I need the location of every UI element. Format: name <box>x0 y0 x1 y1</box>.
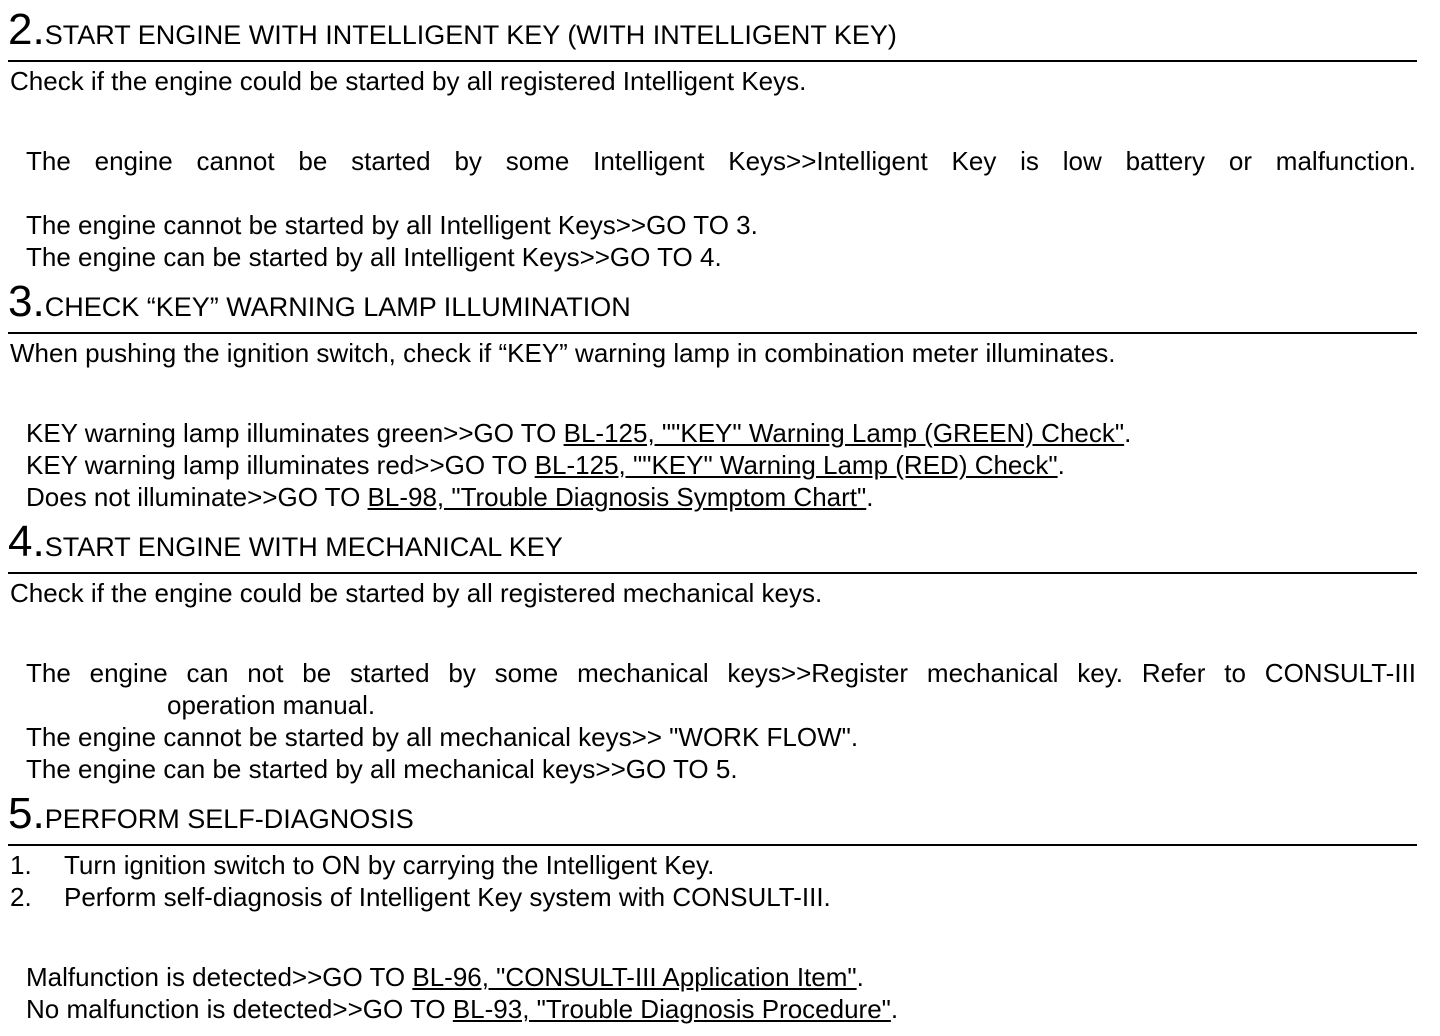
step-5-title: PERFORM SELF-DIAGNOSIS <box>44 804 414 834</box>
result-suffix: . <box>890 994 899 1024</box>
step-3-result-none <box>26 484 873 510</box>
step-2-result-1: The engine cannot be started by some Intelligent Keys>>Intelligent Key is low battery or malfunction. <box>26 146 1416 176</box>
step-4-heading <box>8 517 563 566</box>
result-continuation: operation manual. <box>167 690 376 720</box>
step-4-result-1 <box>26 660 1416 718</box>
result-text: KEY warning lamp illuminates red>>GO TO <box>26 450 535 480</box>
step-2-result-3: The engine can be started by all Intelligent Keys>>GO TO 4. <box>26 242 722 272</box>
instruction-text: Turn ignition switch to ON by carrying the Intelligent Key. <box>64 850 715 880</box>
step-5-heading <box>8 789 414 838</box>
step-3-result-green <box>26 420 1131 446</box>
step-3-result-red <box>26 452 1065 478</box>
result-text: No malfunction is detected>>GO TO <box>26 994 453 1024</box>
instruction-number: 1. <box>10 850 32 880</box>
step-2-divider <box>8 60 1417 62</box>
step-5-result-malfunction <box>26 964 864 990</box>
step-4-number: 4. <box>8 517 45 566</box>
step-2-heading <box>8 5 897 54</box>
step-5-number: 5. <box>8 789 45 838</box>
step-5-instruction-2 <box>10 884 831 910</box>
step-2-result-2: The engine cannot be started by all Intelligent Keys>>GO TO 3. <box>26 210 758 240</box>
step-3-title: CHECK “KEY” WARNING LAMP ILLUMINATION <box>44 292 631 322</box>
link-bl-98-symptom-chart[interactable]: BL-98, "Trouble Diagnosis Symptom Chart" <box>367 482 867 512</box>
step-3-number: 3. <box>8 277 45 326</box>
step-5-result-no-malfunction <box>26 996 898 1022</box>
step-2-number: 2. <box>8 5 45 54</box>
link-bl-96-consult-item[interactable]: BL-96, "CONSULT-III Application Item" <box>412 962 857 992</box>
result-text: Malfunction is detected>>GO TO <box>26 962 413 992</box>
instruction-number: 2. <box>10 882 32 912</box>
link-bl-125-red-check[interactable]: BL-125, ""KEY" Warning Lamp (RED) Check" <box>534 450 1058 480</box>
step-4-result-2: The engine cannot be started by all mechanical keys>> "WORK FLOW". <box>26 722 859 752</box>
result-text: KEY warning lamp illuminates green>>GO TO <box>26 418 564 448</box>
step-5-divider <box>8 844 1417 846</box>
step-4-check: Check if the engine could be started by all registered mechanical keys. <box>10 578 823 608</box>
step-2-check: Check if the engine could be started by all registered Intelligent Keys. <box>10 66 807 96</box>
result-suffix: . <box>866 482 874 512</box>
step-2-title: START ENGINE WITH INTELLIGENT KEY (WITH INTELLIGENT KEY) <box>44 20 897 50</box>
link-bl-125-green-check[interactable]: BL-125, ""KEY" Warning Lamp (GREEN) Check" <box>563 418 1125 448</box>
result-text: The engine can not be started by some mechanical keys>>Register mechanical key. Refer to CONSULT-III <box>26 658 1416 688</box>
step-3-heading <box>8 277 631 326</box>
result-suffix: . <box>856 962 864 992</box>
step-4-divider <box>8 572 1417 574</box>
instruction-text: Perform self-diagnosis of Intelligent Key system with CONSULT-III. <box>64 882 831 912</box>
result-suffix: . <box>1057 450 1065 480</box>
result-suffix: . <box>1124 418 1132 448</box>
result-text: Does not illuminate>>GO TO <box>26 482 368 512</box>
step-3-divider <box>8 332 1417 334</box>
step-5-instruction-1 <box>10 852 714 878</box>
step-4-title: START ENGINE WITH MECHANICAL KEY <box>44 532 563 562</box>
step-4-result-3: The engine can be started by all mechanical keys>>GO TO 5. <box>26 754 738 784</box>
step-3-check: When pushing the ignition switch, check if “KEY” warning lamp in combination meter illuminates. <box>10 338 1116 368</box>
link-bl-93-diagnosis-procedure[interactable]: BL-93, "Trouble Diagnosis Procedure" <box>452 994 891 1024</box>
